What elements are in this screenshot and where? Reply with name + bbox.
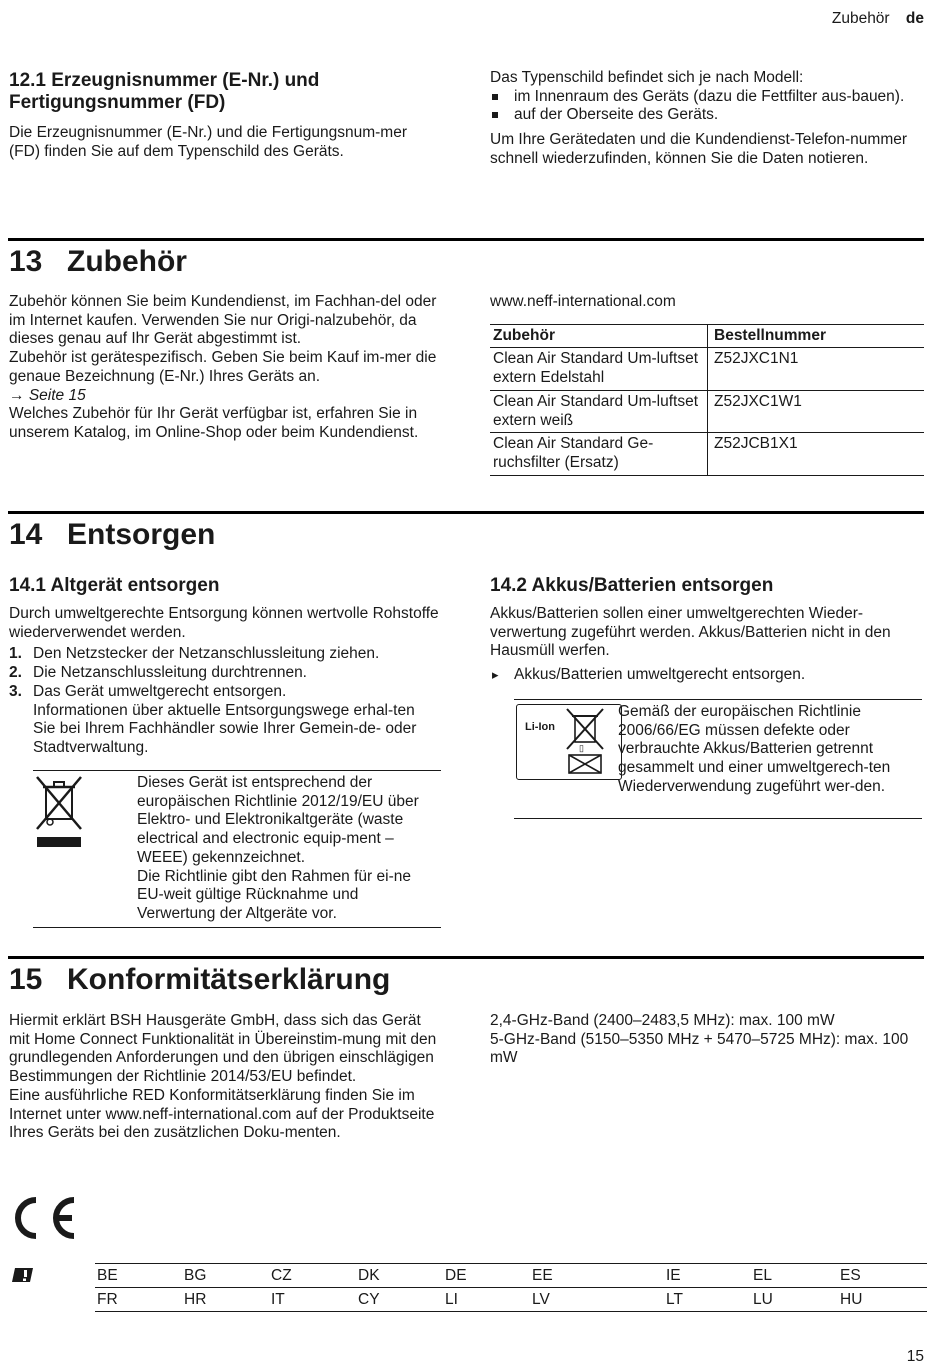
table-header: Bestellnummer bbox=[708, 324, 925, 348]
country-code: DE bbox=[443, 1264, 530, 1288]
table-row bbox=[490, 348, 924, 390]
radio-bands bbox=[490, 1012, 910, 1068]
page-reference[interactable] bbox=[9, 387, 441, 406]
table-cell: Z52JXC1W1 bbox=[708, 390, 925, 432]
country-table bbox=[95, 1263, 927, 1312]
step-text: Den Netzstecker der Netzanschlussleitung ziehen. bbox=[33, 645, 380, 663]
page-number: 15 bbox=[906, 1348, 924, 1365]
weee-text-block bbox=[137, 774, 437, 924]
section-13-text bbox=[9, 293, 441, 443]
section-rule bbox=[8, 956, 924, 959]
arrow-icon: → bbox=[9, 386, 25, 404]
table-row bbox=[95, 1264, 927, 1288]
country-code bbox=[617, 1288, 664, 1312]
country-code: CY bbox=[356, 1288, 443, 1312]
battery-notice bbox=[514, 699, 922, 819]
country-code: LU bbox=[751, 1288, 838, 1312]
country-code: IE bbox=[664, 1264, 751, 1288]
table-header: Zubehör bbox=[490, 324, 708, 348]
section-title: Entsorgen bbox=[67, 518, 216, 551]
section-rule bbox=[8, 238, 924, 241]
type-plate-info bbox=[490, 69, 910, 169]
country-code: LT bbox=[664, 1288, 751, 1312]
section-title: Konformitätserklärung bbox=[67, 963, 391, 996]
country-code: BG bbox=[182, 1264, 269, 1288]
battery-action-list bbox=[490, 666, 915, 685]
running-header bbox=[832, 10, 924, 28]
section-number: 14 bbox=[9, 518, 43, 551]
step-number: 1. bbox=[9, 645, 22, 663]
weee-text-1: Dieses Gerät ist entsprechend der europäischen Richtlinie 2012/19/EU über Elektro- und Elektronikaltgeräte (waste electrical and electronic equip-ment – WEEE) gekennzeichnet. bbox=[137, 774, 419, 866]
page-reference-label: Seite 15 bbox=[28, 386, 86, 404]
table-cell: Clean Air Standard Ge-ruchsfilter (Ersatz) bbox=[490, 433, 708, 475]
country-code: HR bbox=[182, 1288, 269, 1312]
weee-text-2: Die Richtlinie gibt den Rahmen für ei-ne EU-weit gültige Rücknahme und Verwertung der Altgeräte vor. bbox=[137, 867, 411, 922]
section-number: 13 bbox=[9, 245, 43, 278]
battery-action: ▸ Akkus/Batterien umweltgerecht entsorgen. bbox=[490, 666, 915, 685]
section-14-2 bbox=[490, 575, 915, 685]
table-row bbox=[95, 1288, 927, 1312]
table-cell: Z52JCB1X1 bbox=[708, 433, 925, 475]
table-header-row bbox=[490, 324, 924, 348]
type-plate-list bbox=[490, 88, 910, 125]
country-code: EL bbox=[751, 1264, 838, 1288]
list-item bbox=[9, 664, 441, 683]
accessories-p3: Welches Zubehör für Ihr Gerät verfügbar ist, erfahren Sie in unserem Katalog, im Online-Shop oder beim Kundendienst. bbox=[9, 405, 419, 441]
step-number: 2. bbox=[9, 664, 22, 682]
battery-text: Gemäß der europäischen Richtlinie 2006/66/EG müssen defekte oder verbrauchte Akkus/Batterien getrennt gesammelt und einer umweltgerech-ten Wiederverwendung zugeführt wer-den. bbox=[618, 703, 891, 795]
restriction-notice-icon bbox=[12, 1266, 36, 1284]
disposal-steps bbox=[9, 645, 441, 757]
country-code: HU bbox=[838, 1288, 927, 1312]
header-section: Zubehör bbox=[831, 10, 890, 27]
header-lang: de bbox=[905, 10, 924, 27]
country-code: LI bbox=[443, 1288, 530, 1312]
accessories-right bbox=[490, 293, 924, 476]
conformity-p2: Eine ausführliche RED Konformitätserklärung finden Sie im Internet unter www.neff-international.com auf der Produktseite Ihres Geräts bei den zusätzlichen Doku-menten. bbox=[9, 1086, 435, 1142]
accessories-p2: Zubehör ist gerätespezifisch. Geben Sie beim Kauf im-mer die genaue Bezeichnung (E-Nr.) Ihres Geräts an. bbox=[9, 349, 437, 385]
country-code: IT bbox=[269, 1288, 356, 1312]
band-24ghz: 2,4-GHz-Band (2400–2483,5 MHz): max. 100 mW bbox=[490, 1012, 835, 1029]
country-code: ES bbox=[838, 1264, 927, 1288]
country-code: FR bbox=[95, 1288, 182, 1312]
section-rule bbox=[8, 511, 924, 514]
accessories-table bbox=[490, 324, 924, 476]
country-code: DK bbox=[356, 1264, 443, 1288]
band-5ghz: 5-GHz-Band (5150–5350 MHz + 5470–5725 MHz): max. 100 mW bbox=[490, 1030, 909, 1067]
type-plate-bullet: auf der Oberseite des Geräts. bbox=[490, 106, 910, 125]
list-item bbox=[9, 645, 441, 664]
section-14-2-title: 14.2 Akkus/Batterien entsorgen bbox=[490, 575, 774, 596]
conformity-p1: Hiermit erklärt BSH Hausgeräte GmbH, dass sich das Gerät mit Home Connect Funktionalität in Übereinstim-mung mit den grundlegenden Anforderungen und den übrigen einschlägigen Bestimmungen der Richtlinie 2014/53/EU befindet. bbox=[9, 1012, 437, 1086]
step-number: 3. bbox=[9, 682, 22, 700]
table-row bbox=[490, 433, 924, 475]
country-code: EE bbox=[530, 1264, 617, 1288]
step-text: Das Gerät umweltgerecht entsorgen. bbox=[33, 682, 287, 700]
battery-symbol bbox=[516, 704, 622, 780]
country-code: LV bbox=[530, 1288, 617, 1312]
battery-mini-icon: ▯ bbox=[579, 743, 584, 753]
list-item bbox=[9, 683, 441, 758]
disposal-intro: Durch umweltgerechte Entsorgung können wertvolle Rohstoffe wiederverwendet werden. bbox=[9, 605, 439, 641]
table-cell: Clean Air Standard Um-luftset extern weiß bbox=[490, 390, 708, 432]
type-plate-bullet: im Innenraum des Geräts (dazu die Fettfilter aus-bauen). bbox=[490, 88, 910, 107]
type-plate-note: Um Ihre Gerätedaten und die Kundendienst-Telefon-nummer schnell wiederzufinden, können Sie die Daten notieren. bbox=[490, 131, 908, 167]
section-12-1-title-1: 12.1 Erzeugnisnummer (E-Nr.) und bbox=[9, 70, 320, 91]
country-code bbox=[617, 1264, 664, 1288]
table-cell: Clean Air Standard Um-luftset extern Edelstahl bbox=[490, 348, 708, 390]
section-12-1-text: Die Erzeugnisnummer (E-Nr.) und die Fertigungsnum-mer (FD) finden Sie auf dem Typenschild des Geräts. bbox=[9, 124, 407, 160]
section-title: Zubehör bbox=[67, 245, 187, 278]
liion-label: Li-Ion bbox=[525, 721, 555, 733]
ce-mark-icon bbox=[8, 1195, 78, 1241]
weee-notice bbox=[33, 770, 441, 928]
crossed-bin-icon bbox=[565, 707, 605, 751]
section-14-1 bbox=[9, 575, 441, 758]
weee-bin-icon bbox=[33, 773, 85, 849]
type-plate-intro: Das Typenschild befindet sich je nach Modell: bbox=[490, 69, 804, 86]
section-12-1 bbox=[9, 70, 439, 161]
section-13-heading bbox=[9, 245, 187, 279]
section-number: 15 bbox=[9, 963, 43, 996]
accessories-p1: Zubehör können Sie beim Kundendienst, im Fachhan-del oder im Internet kaufen. Verwenden Sie nur Origi-nalzubehör, da dieses genau auf Ihr Gerät abgestimmt ist. bbox=[9, 293, 437, 348]
battery-intro: Akkus/Batterien sollen einer umweltgerechten Wieder-verwertung zugeführt werden. Akkus/Batterien nicht in den Hausmüll werfen. bbox=[490, 605, 891, 660]
battery-crossed-icon bbox=[567, 753, 603, 775]
step-subtext: Informationen über aktuelle Entsorgungswege erhal-ten Sie bei Ihrem Fachhändler sowie Ihrer Gemein-de- oder Stadtverwaltung. bbox=[33, 701, 417, 756]
country-code: CZ bbox=[269, 1264, 356, 1288]
accessories-url[interactable]: www.neff-international.com bbox=[490, 293, 676, 310]
table-cell: Z52JXC1N1 bbox=[708, 348, 925, 390]
section-14-1-title: 14.1 Altgerät entsorgen bbox=[9, 575, 220, 596]
section-14-heading bbox=[9, 518, 215, 552]
section-12-1-title-2: Fertigungsnummer (FD) bbox=[9, 92, 226, 113]
table-row bbox=[490, 390, 924, 432]
country-code: BE bbox=[95, 1264, 182, 1288]
section-15-heading bbox=[9, 963, 390, 997]
section-15-text bbox=[9, 1012, 445, 1143]
step-text: Die Netzanschlussleitung durchtrennen. bbox=[33, 664, 307, 682]
